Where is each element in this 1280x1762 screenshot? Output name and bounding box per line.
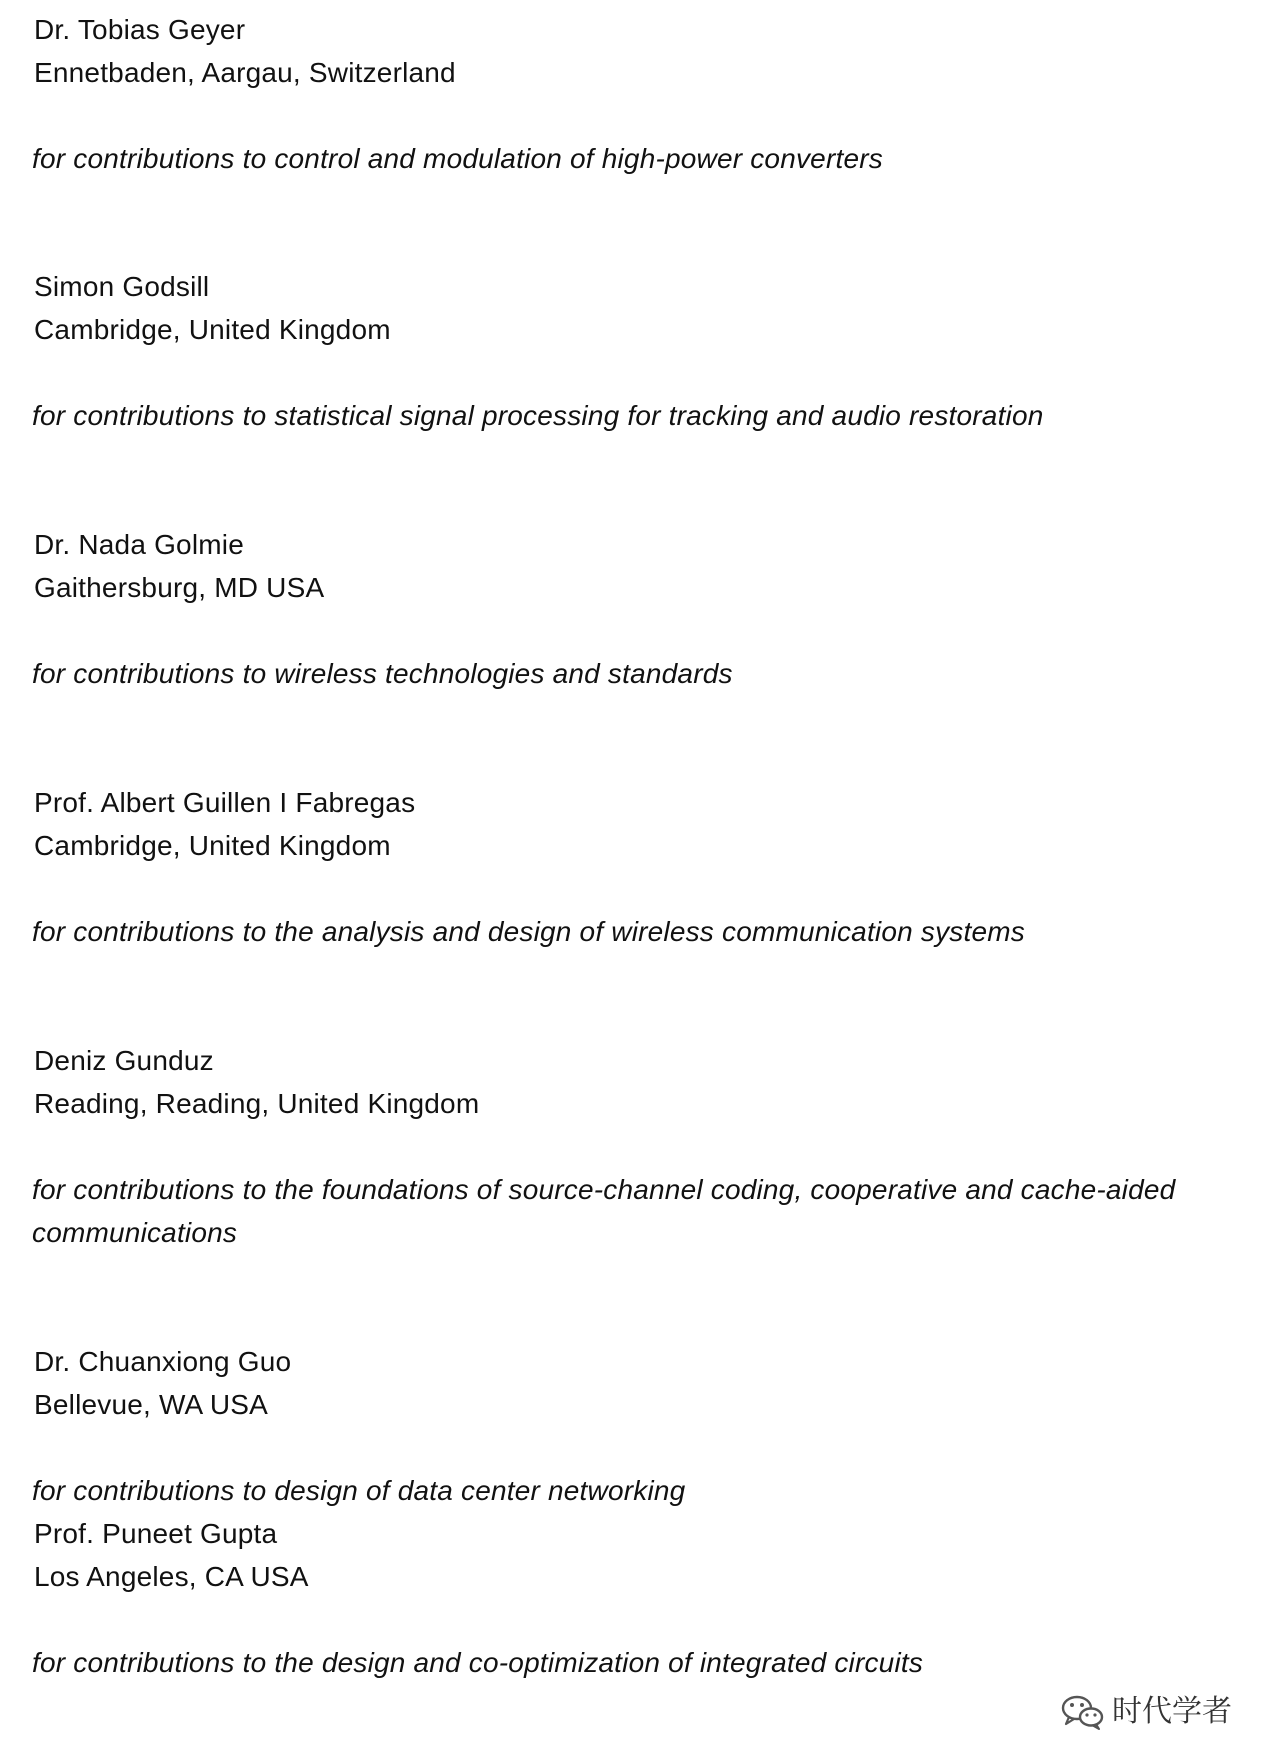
entry-3-citation: for contributions to wireless technologies and standards <box>32 658 733 689</box>
entry-1-location: Ennetbaden, Aargau, Switzerland <box>34 57 456 88</box>
entry-1-name: Dr. Tobias Geyer <box>34 14 246 45</box>
watermark <box>1060 1690 1232 1734</box>
entry-2-citation: for contributions to statistical signal processing for tracking and audio restoration <box>32 400 1044 431</box>
entry-6-location: Bellevue, WA USA <box>34 1389 269 1420</box>
entry-5-location: Reading, Reading, United Kingdom <box>34 1088 480 1119</box>
wechat-icon <box>1060 1694 1104 1730</box>
entry-7-citation: for contributions to the design and co-optimization of integrated circuits <box>32 1647 924 1678</box>
entry-4-name: Prof. Albert Guillen I Fabregas <box>34 787 416 818</box>
entry-7-location: Los Angeles, CA USA <box>34 1561 309 1592</box>
entry-4-citation: for contributions to the analysis and design of wireless communication systems <box>32 916 1025 947</box>
entry-1-citation: for contributions to control and modulation of high-power converters <box>32 143 883 174</box>
entry-5-name: Deniz Gunduz <box>34 1045 214 1076</box>
entry-3-name: Dr. Nada Golmie <box>34 529 244 560</box>
entry-7-name: Prof. Puneet Gupta <box>34 1518 278 1549</box>
entry-6-name: Dr. Chuanxiong Guo <box>34 1346 292 1377</box>
entry-2-location: Cambridge, United Kingdom <box>34 314 391 345</box>
entry-4-location: Cambridge, United Kingdom <box>34 830 391 861</box>
entry-5-citation: for contributions to the foundations of source-channel coding, cooperative and cache-aided communications <box>32 1174 1176 1248</box>
watermark-text: 时代学者 <box>1112 1694 1232 1729</box>
entry-2-name: Simon Godsill <box>34 271 210 302</box>
entry-3-location: Gaithersburg, MD USA <box>34 572 325 603</box>
entry-6-citation: for contributions to design of data center networking <box>32 1475 686 1506</box>
